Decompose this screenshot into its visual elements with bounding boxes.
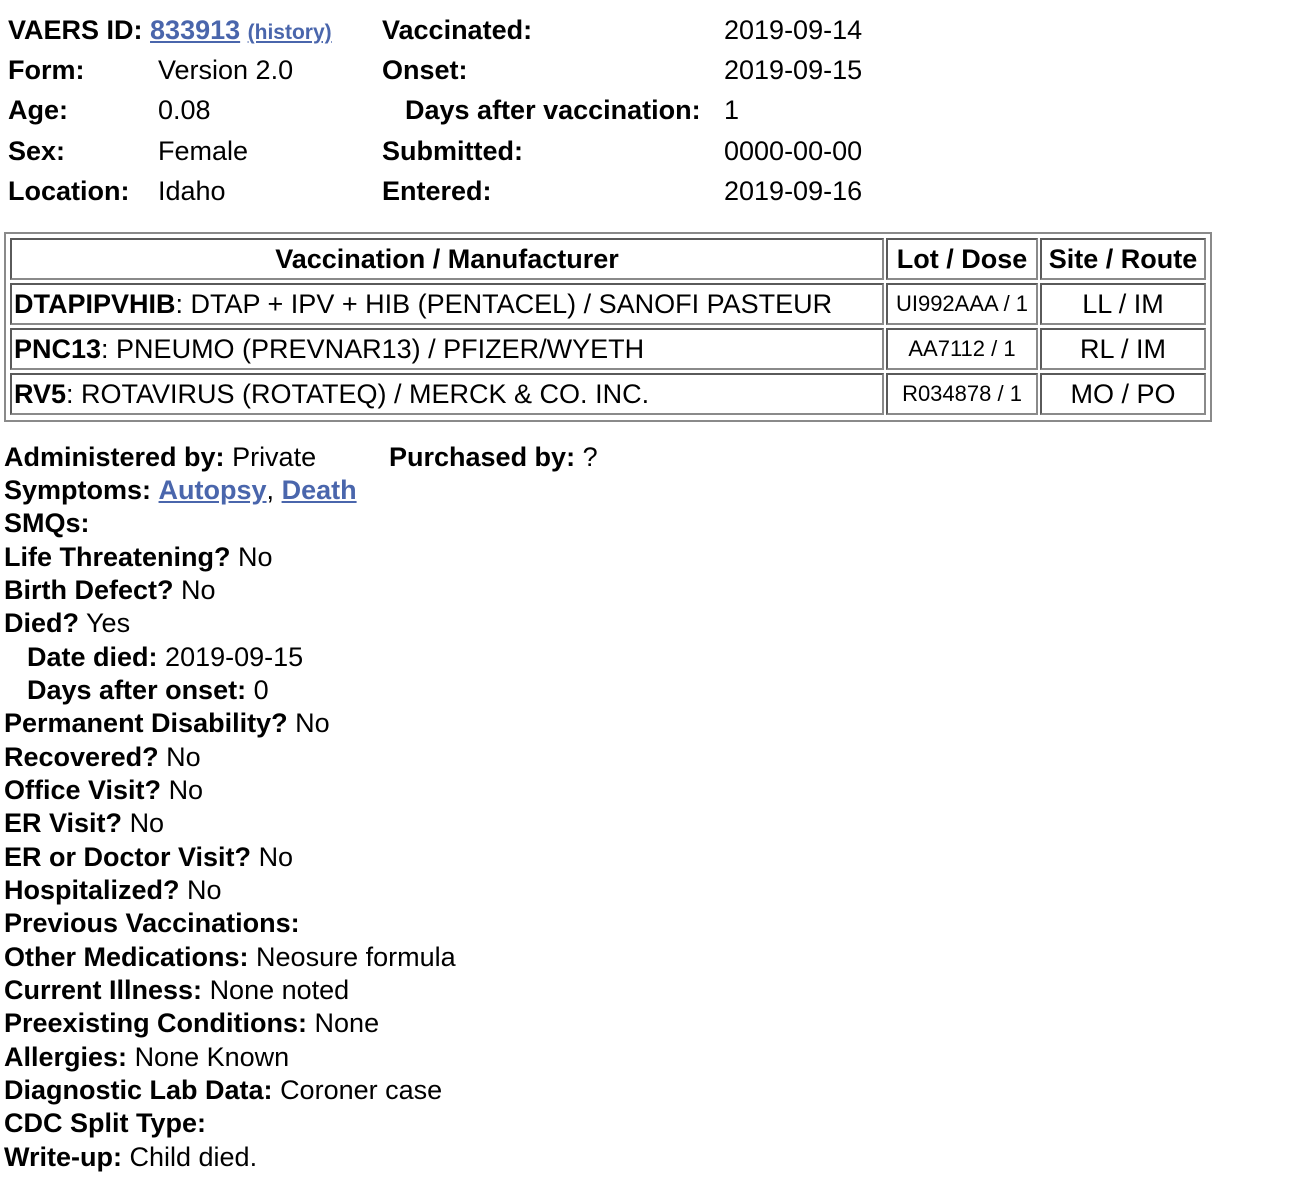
recovered-value: No [166,742,201,772]
life-threatening-row [4,542,273,572]
vaers-id-row [8,14,332,49]
diagnostic-lab-data-label: Diagnostic Lab Data: [4,1075,273,1105]
vaccine-description: : DTAP + IPV + HIB (PENTACEL) / SANOFI PASTEUR [175,288,833,319]
administered-by-value: Private [232,442,317,472]
diagnostic-lab-data-value: Coroner case [280,1075,443,1105]
other-medications-value: Neosure formula [256,942,456,972]
table-row-vaccine [10,328,884,370]
life-threatening-value: No [238,542,273,572]
form-label: Form: [8,55,85,85]
administered-by-label: Administered by: [4,442,225,472]
lot-dose-cell: AA7112 / 1 [886,328,1038,370]
lot-dose-cell: UI992AAA / 1 [886,283,1038,325]
symptom-link-autopsy[interactable]: Autopsy [158,475,267,505]
diagnostic-lab-data-row [4,1075,442,1105]
smqs-label: SMQs: [4,508,90,538]
purchased-by-row [389,442,598,472]
office-visit-label: Office Visit? [4,775,162,805]
onset-label: Onset: [382,55,468,85]
table-row-vaccine [10,373,884,415]
died-value: Yes [86,608,131,638]
date-died-value: 2019-09-15 [165,642,304,672]
birth-defect-value: No [181,575,216,605]
er-visit-label: ER Visit? [4,808,123,838]
days-after-vaccination-value: 1 [724,95,740,125]
life-threatening-label: Life Threatening? [4,542,231,572]
vaccine-description: : ROTAVIRUS (ROTATEQ) / MERCK & CO. INC. [66,378,650,409]
vaccinated-value: 2019-09-14 [724,15,863,45]
purchased-by-value: ? [582,442,598,472]
vaccine-description: : PNEUMO (PREVNAR13) / PFIZER/WYETH [101,333,645,364]
write-up-value: Child died. [129,1142,258,1172]
symptoms-row [4,475,357,505]
recovered-label: Recovered? [4,742,159,772]
other-medications-row [4,942,456,972]
lot-dose-cell: R034878 / 1 [886,373,1038,415]
location-value: Idaho [158,176,226,206]
preexisting-conditions-label: Preexisting Conditions: [4,1008,308,1038]
entered-label: Entered: [382,176,492,206]
sex-value: Female [158,136,249,166]
recovered-row [4,742,201,772]
column-header-site-route: Site / Route [1040,238,1206,280]
sex-label: Sex: [8,136,66,166]
previous-vaccinations-row [4,908,300,938]
column-header-lot-dose: Lot / Dose [886,238,1038,280]
days-after-onset-row [27,675,269,705]
office-visit-value: No [168,775,204,805]
vaccination-table [4,232,1212,422]
vaccine-code: RV5 [14,378,67,409]
preexisting-conditions-value: None [314,1008,380,1038]
days-after-vaccination-label: Days after vaccination: [405,95,701,125]
previous-vaccinations-label: Previous Vaccinations: [4,908,300,938]
date-died-label: Date died: [27,642,158,672]
days-after-onset-label: Days after onset: [27,675,247,705]
current-illness-row [4,975,349,1005]
entered-value: 2019-09-16 [724,176,863,206]
symptom-separator: , [266,475,275,505]
symptom-link-death[interactable]: Death [281,475,357,505]
submitted-value: 0000-00-00 [724,136,863,166]
vaers-id-label: VAERS ID: [8,15,143,45]
write-up-label: Write-up: [4,1142,122,1172]
site-route-cell: LL / IM [1040,283,1206,325]
cdc-split-type-label: CDC Split Type: [4,1108,206,1138]
date-died-row [27,642,303,672]
location-label: Location: [8,176,130,206]
birth-defect-row [4,575,216,605]
age-value: 0.08 [158,95,211,125]
site-route-cell: RL / IM [1040,328,1206,370]
hospitalized-row [4,875,222,905]
onset-value: 2019-09-15 [724,55,863,85]
current-illness-value: None noted [209,975,350,1005]
administered-by-row [4,442,316,472]
permanent-disability-label: Permanent Disability? [4,708,288,738]
died-label: Died? [4,608,80,638]
permanent-disability-value: No [295,708,330,738]
current-illness-label: Current Illness: [4,975,203,1005]
vaccine-code: DTAPIPVHIB [14,288,176,319]
permanent-disability-row [4,708,330,738]
site-route-cell: MO / PO [1040,373,1206,415]
table-row-vaccine [10,283,884,325]
er-visit-value: No [129,808,165,838]
allergies-value: None Known [134,1042,290,1072]
vaccinated-label: Vaccinated: [382,15,533,45]
preexisting-conditions-row [4,1008,379,1038]
died-row [4,608,130,638]
history-link[interactable]: (history) [247,21,332,44]
purchased-by-label: Purchased by: [389,442,576,472]
write-up-row [4,1142,257,1172]
age-label: Age: [8,95,68,125]
cdc-split-type-row [4,1108,206,1138]
allergies-row [4,1042,289,1072]
er-visit-row [4,808,164,838]
symptoms-label: Symptoms: [4,475,152,505]
er-doctor-visit-row [4,842,293,872]
hospitalized-value: No [187,875,222,905]
hospitalized-label: Hospitalized? [4,875,180,905]
form-value: Version 2.0 [158,55,294,85]
er-doctor-visit-label: ER or Doctor Visit? [4,842,252,872]
days-after-onset-value: 0 [253,675,269,705]
vaers-id-link[interactable]: 833913 [150,15,241,45]
column-header-vaccination: Vaccination / Manufacturer [10,238,884,280]
er-doctor-visit-value: No [258,842,294,872]
vaccine-code: PNC13 [14,333,102,364]
other-medications-label: Other Medications: [4,942,249,972]
office-visit-row [4,775,203,805]
smqs-row [4,508,90,538]
submitted-label: Submitted: [382,136,523,166]
allergies-label: Allergies: [4,1042,128,1072]
birth-defect-label: Birth Defect? [4,575,174,605]
